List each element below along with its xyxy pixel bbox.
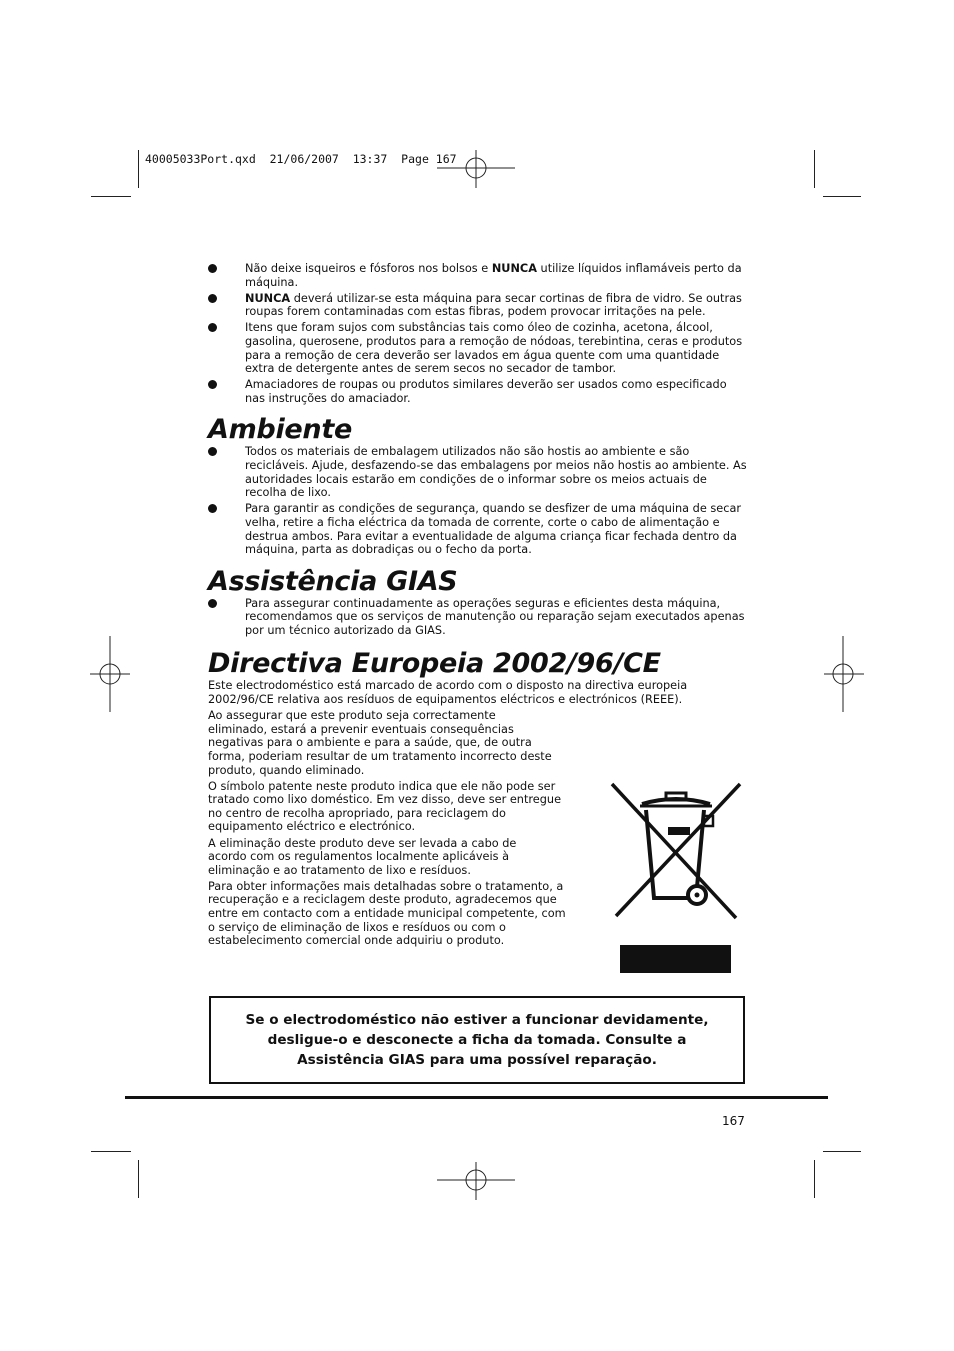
list-item: Amaciadores de roupas ou produtos similares deverão ser usados como especificado nas instruções do amaciador. [208, 378, 748, 405]
crop-mark [138, 1160, 139, 1198]
crop-mark [91, 1151, 131, 1152]
gias-bullet-list [208, 597, 748, 638]
crop-mark [814, 150, 815, 188]
weee-marking-bar [620, 945, 731, 973]
bullet-icon [208, 323, 217, 332]
safety-bullet-list [208, 262, 748, 405]
bullet-icon [208, 294, 217, 303]
print-slug: 40005033Port.qxd 21/06/2007 13:37 Page 167 [145, 152, 457, 166]
registration-mark-icon [437, 1160, 517, 1200]
directiva-paragraph: A eliminação deste produto deve ser levada a cabo de acordo com os regulamentos localmente aplicáveis à eliminação e ao tratamento de lixo e resíduos. [208, 836, 517, 877]
crossed-out-wheeled-bin-icon [608, 780, 744, 920]
section-title-ambiente: Ambiente [208, 414, 352, 446]
registration-mark-icon [822, 636, 864, 712]
section-title-directiva: Directiva Europeia 2002/96/CE [208, 648, 661, 680]
registration-mark-icon [90, 636, 132, 712]
bullet-icon [208, 380, 217, 389]
bullet-icon [208, 504, 217, 513]
repair-notice-text: Se o electrodoméstico não estiver a funcionar devidamente, desligue-o e desconecte a ficha da tomada. Consulte a Assistência GIAS para uma possível reparação. [245, 1012, 709, 1068]
directiva-intro: Este electrodoméstico está marcado de acordo com o disposto na directiva europeia 2002/96/CE relativa aos resíduos de equipamentos eléctricos e electrónicos (REEE). [208, 679, 688, 707]
directiva-paragraph: Para obter informações mais detalhadas sobre o tratamento, a recuperação e a reciclagem deste produto, agradecemos que entre em contacto com a entidade municipal competente, com o serviço de eliminação de lixos e resíduos ou com o estabelecimento comercial onde adquiriu o produto. [208, 879, 566, 948]
list-item: NUNCA deverá utilizar-se esta máquina para secar cortinas de fibra de vidro. Se outras roupas forem contaminadas com estas fibras, podem provocar irritações na pele. [208, 292, 748, 319]
crop-mark [138, 150, 139, 188]
list-item: Itens que foram sujos com substâncias tais como óleo de cozinha, acetona, álcool, gasolina, querosene, produtos para a remoção de nódoas, terebintina, ceras e produtos para a remoção de cera deverão ser lavados em água quente com uma quantidade extra de detergente antes de serem secos no secador de tambor. [208, 321, 748, 375]
directiva-paragraph: O símbolo patente neste produto indica que ele não pode ser tratado como lixo doméstico. Em vez disso, deve ser entregue no centro de recolha apropriado, para reciclagem do equipamento eléctrico e electrónico. [208, 779, 562, 834]
bullet-icon [208, 599, 217, 608]
crop-mark [91, 196, 131, 197]
page-number: 167 [722, 1114, 745, 1128]
list-item: Para garantir as condições de segurança, quando se desfizer de uma máquina de secar velha, retire a ficha eléctrica da tomada de corrente, corte o cabo de alimentação e destrua ambos. Para evitar a eventualidade de alguma criança ficar fechada dentro da máquina, parta as dobradiças ou o fecho da porta. [208, 502, 748, 556]
bullet-icon [208, 447, 217, 456]
list-item: Não deixe isqueiros e fósforos nos bolsos e NUNCA utilize líquidos inflamáveis perto da máquina. [208, 262, 748, 289]
list-item: Para assegurar continuadamente as operações seguras e eficientes desta máquina, recomendamos que os serviços de manutenção ou reparação sejam executados apenas por um técnico autorizado da GIAS. [208, 597, 748, 638]
footer-rule [125, 1096, 828, 1099]
list-item: Todos os materiais de embalagem utilizados não são hostis ao ambiente e são recicláveis. Ajude, desfazendo-se das embalagens por meios não hostis ao ambiente. As autoridades locais estarão em condições de o informar sobre os meios actuais de recolha de lixo. [208, 445, 748, 499]
repair-notice-box [209, 996, 745, 1084]
section-title-gias: Assistência GIAS [208, 565, 458, 597]
crop-mark [823, 1151, 861, 1152]
ambiente-bullet-list [208, 445, 748, 556]
bullet-icon [208, 264, 217, 273]
directiva-paragraph: Ao assegurar que este produto seja correctamente eliminado, estará a prevenir eventuais consequências negativas para o ambiente e para a saúde, que, de outra forma, poderiam resultar de um tratamento incorrecto deste produto, quando eliminado. [208, 709, 552, 777]
crop-mark [814, 1160, 815, 1198]
crop-mark [823, 196, 861, 197]
